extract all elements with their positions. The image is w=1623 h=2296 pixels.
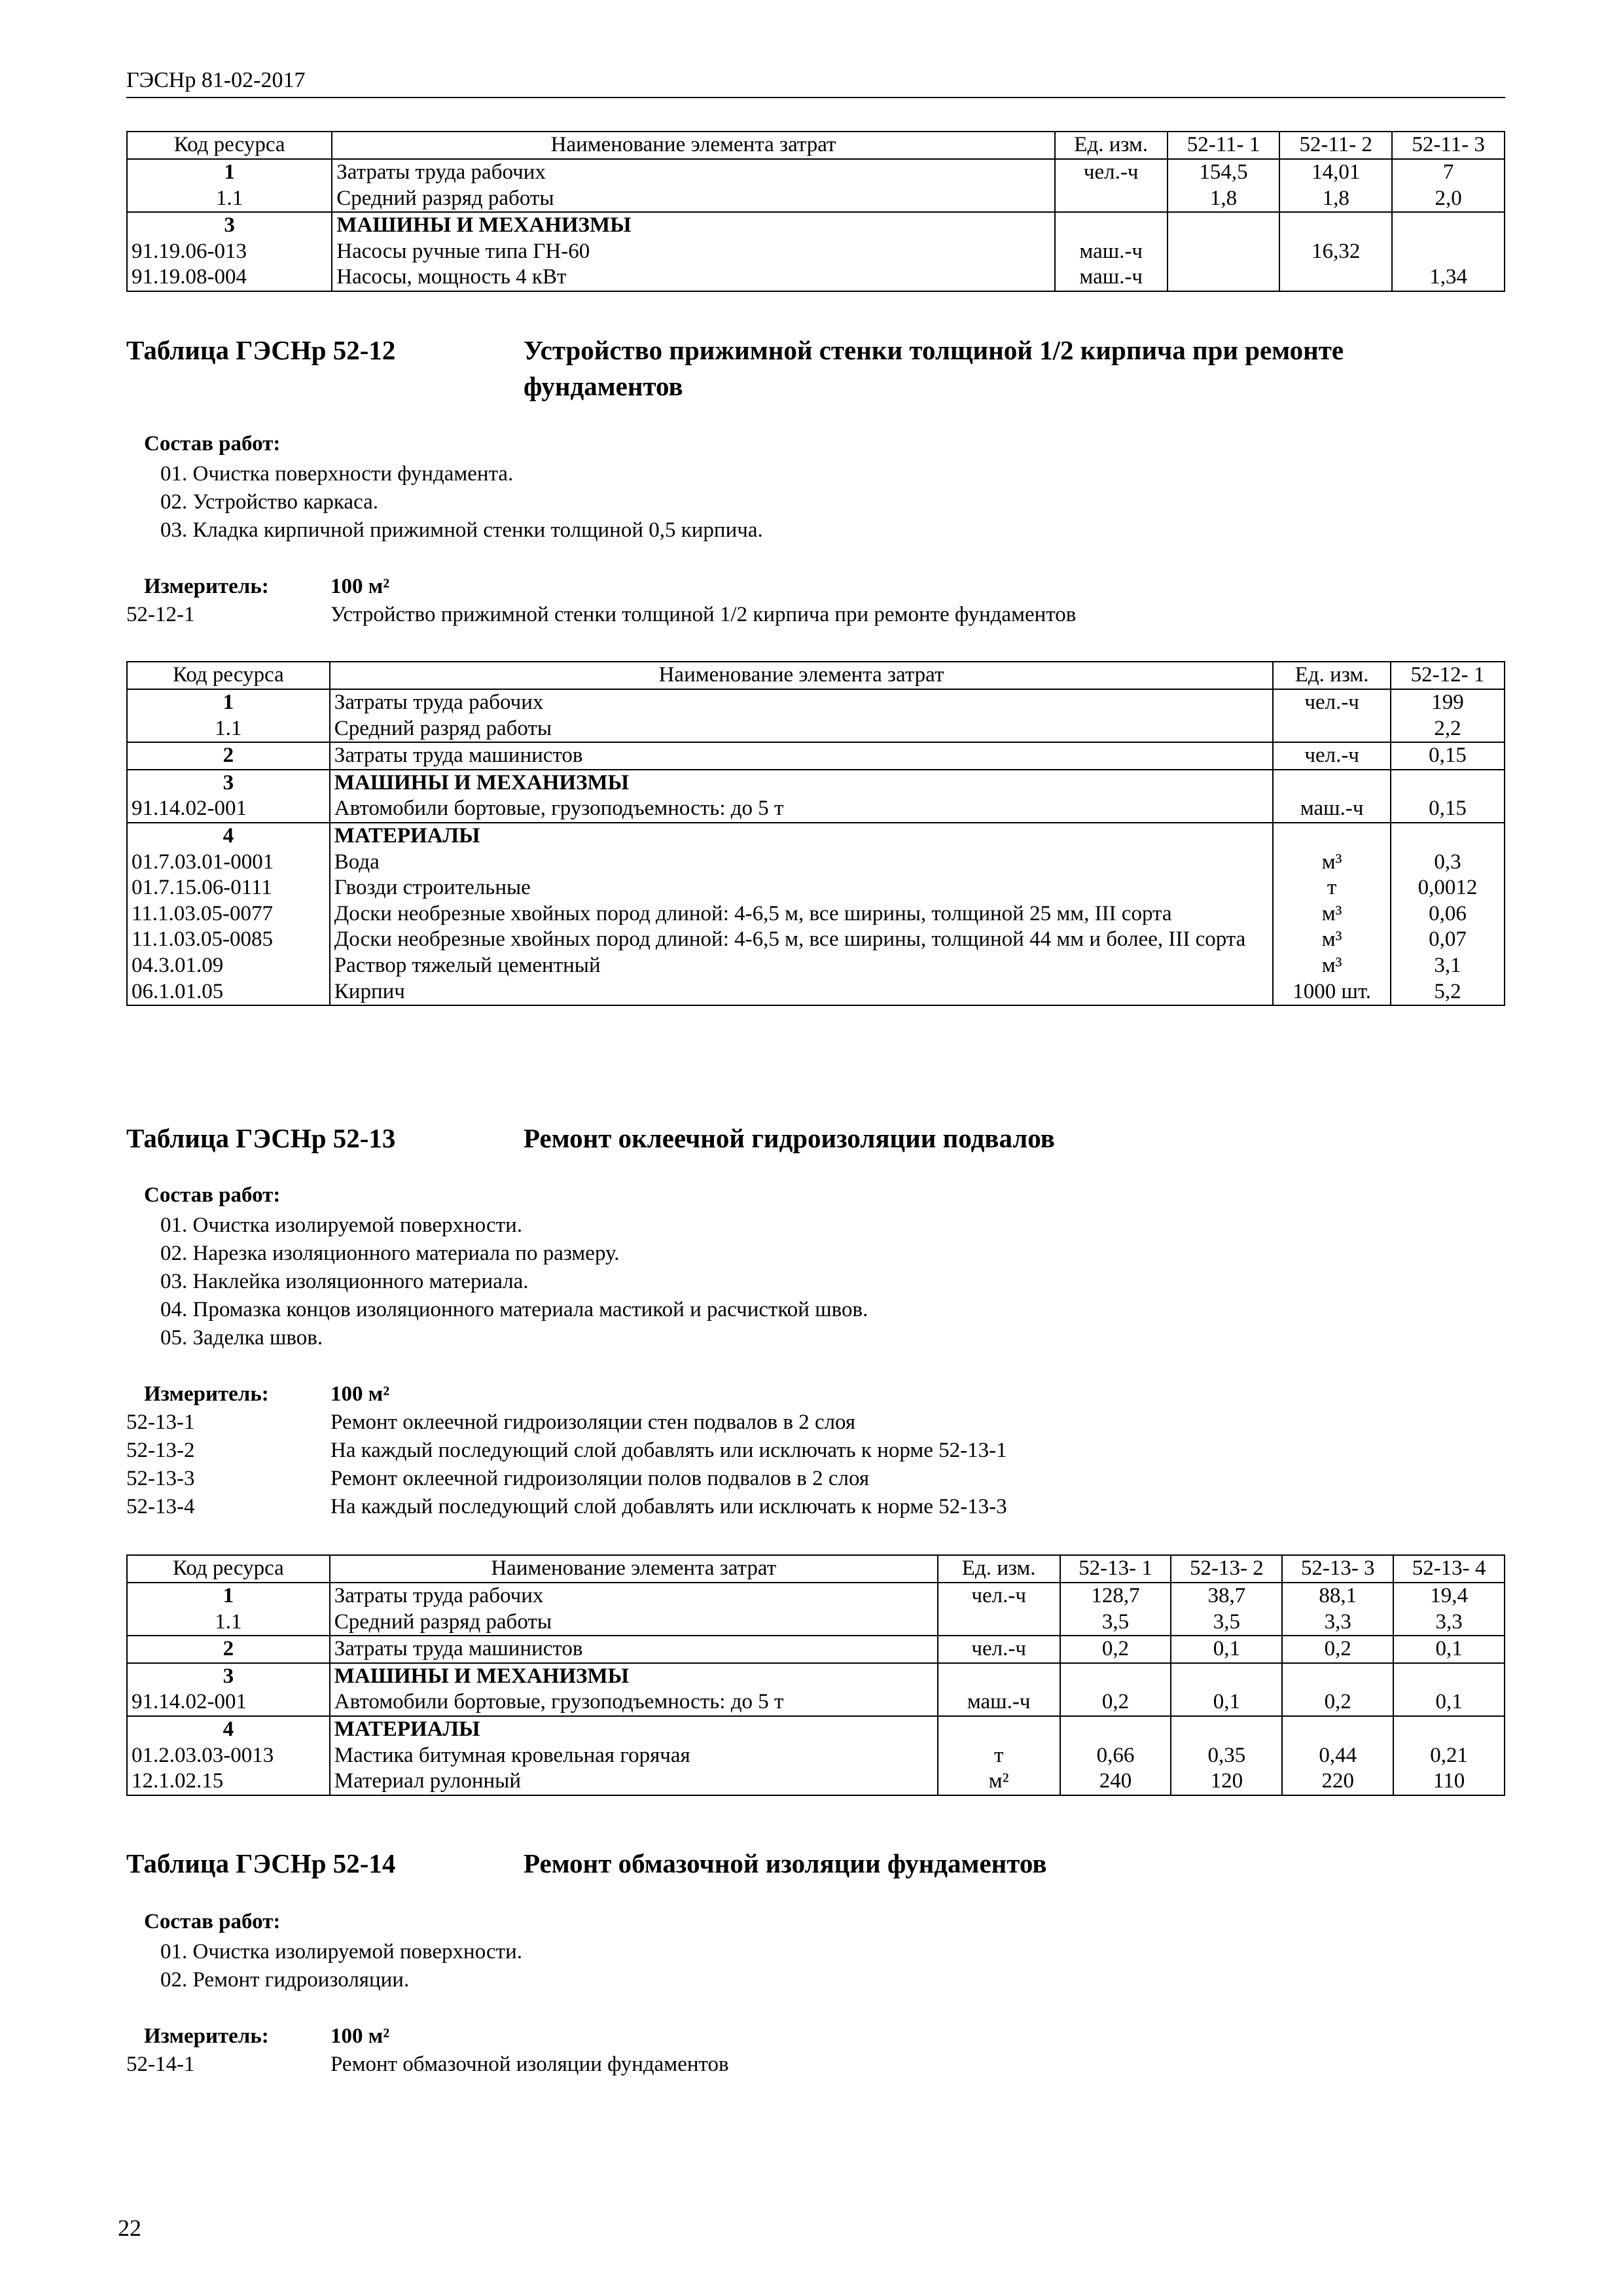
- norm-code: 52-14-1: [126, 2053, 195, 2076]
- table-row: [127, 1716, 1505, 1743]
- value: 2,2: [1391, 716, 1505, 743]
- table-row: [127, 796, 1505, 823]
- norm-code: 52-13-3: [126, 1467, 195, 1490]
- resource-name: Автомобили бортовые, грузоподъемность: до 5 т: [330, 796, 1273, 823]
- works-heading: Состав работ:: [144, 1910, 281, 1933]
- unit: т: [1273, 875, 1391, 901]
- table-title: Ремонт оклеечной гидроизоляции подвалов: [524, 1123, 1055, 1153]
- resource-code: 01.2.03.03-0013: [127, 1743, 330, 1769]
- resource-code: 01.7.03.01-0001: [127, 850, 330, 876]
- resource-name: Насосы, мощность 4 кВт: [332, 264, 1055, 291]
- value: 1,34: [1392, 264, 1505, 291]
- norm-row: [126, 2051, 729, 2079]
- measure-unit: 100 м²: [330, 575, 390, 598]
- table-row: [127, 159, 1505, 186]
- resource-name: Доски необрезные хвойных пород длиной: 4-6,5 м, все ширины, толщиной 25 мм, III сорта: [330, 901, 1273, 927]
- resource-name: Насосы ручные типа ГН-60: [332, 239, 1055, 265]
- value: [1282, 1663, 1393, 1690]
- value: 3,5: [1171, 1609, 1282, 1636]
- unit: м³: [1273, 901, 1391, 927]
- value: 19,4: [1393, 1583, 1505, 1609]
- value: [1060, 1716, 1171, 1743]
- work-item: 03. Кладка кирпичной прижимной стенки толщиной 0,5 кирпича.: [160, 518, 763, 542]
- unit: [1055, 212, 1168, 239]
- col-header: 52-11- 1: [1168, 132, 1280, 159]
- col-header: Код ресурса: [127, 1555, 330, 1583]
- value: 199: [1391, 689, 1505, 716]
- value: 0,06: [1391, 901, 1505, 927]
- table-row: [127, 1743, 1505, 1769]
- norm-row: [126, 1408, 1007, 1437]
- works-heading: Состав работ:: [144, 1183, 281, 1207]
- norm-name: Ремонт оклеечной гидроизоляции полов подвалов в 2 слоя: [330, 1467, 870, 1490]
- value: 154,5: [1168, 159, 1280, 186]
- norm-code: 52-13-2: [126, 1439, 195, 1462]
- table-number: Таблица ГЭСНр 52-13: [126, 1123, 396, 1153]
- resource-name: Затраты труда рабочих: [330, 1583, 938, 1609]
- table-row: [127, 927, 1505, 953]
- table-row: [127, 1768, 1505, 1795]
- resource-name: МАШИНЫ И МЕХАНИЗМЫ: [332, 212, 1055, 239]
- value: 0,3: [1391, 850, 1505, 876]
- norm-name: Ремонт обмазочной изоляции фундаментов: [330, 2053, 729, 2076]
- unit: маш.-ч: [1055, 239, 1168, 265]
- value: 14,01: [1279, 159, 1392, 186]
- resource-name: Раствор тяжелый цементный: [330, 953, 1273, 979]
- unit: м²: [938, 1768, 1060, 1795]
- value: 5,2: [1391, 979, 1505, 1006]
- resource-code: 4: [127, 823, 330, 850]
- resource-code: 1: [127, 159, 332, 186]
- table-row: [127, 239, 1505, 265]
- value: 0,2: [1060, 1636, 1171, 1663]
- resource-name: Вода: [330, 850, 1273, 876]
- col-header: 52-13- 1: [1060, 1555, 1171, 1583]
- col-header: Код ресурса: [127, 662, 330, 689]
- col-header: Наименование элемента затрат: [332, 132, 1055, 159]
- work-item: 04. Промазка концов изоляционного материала мастикой и расчисткой швов.: [160, 1298, 868, 1321]
- work-item: 01. Очистка поверхности фундамента.: [160, 462, 514, 486]
- table-row: [127, 850, 1505, 876]
- unit: [938, 1716, 1060, 1743]
- unit: 1000 шт.: [1273, 979, 1391, 1006]
- work-item: 05. Заделка швов.: [160, 1326, 323, 1350]
- work-item: 03. Наклейка изоляционного материала.: [160, 1270, 529, 1293]
- col-header: Наименование элемента затрат: [330, 1555, 938, 1583]
- unit: [1273, 823, 1391, 850]
- norm-name: На каждый последующий слой добавлять или исключать к норме 52-13-1: [330, 1439, 1007, 1462]
- resource-code: 1: [127, 1583, 330, 1609]
- resource-code: 3: [127, 770, 330, 797]
- table-row: [127, 716, 1505, 743]
- value: 16,32: [1279, 239, 1392, 265]
- resource-code: 2: [127, 742, 330, 770]
- resource-code: 3: [127, 212, 332, 239]
- table-row: [127, 1609, 1505, 1636]
- value: 0,2: [1060, 1689, 1171, 1716]
- value: 7: [1392, 159, 1505, 186]
- resource-table-52-13: [126, 1554, 1505, 1796]
- resource-code: 04.3.01.09: [127, 953, 330, 979]
- table-row: [127, 742, 1505, 770]
- resource-code: 11.1.03.05-0085: [127, 927, 330, 953]
- value: 110: [1393, 1768, 1505, 1795]
- value: 120: [1171, 1768, 1282, 1795]
- value: [1171, 1663, 1282, 1690]
- resource-name: МАТЕРИАЛЫ: [330, 1716, 938, 1743]
- table-title: Ремонт обмазочной изоляции фундаментов: [524, 1848, 1047, 1878]
- col-header: Ед. изм.: [1055, 132, 1168, 159]
- table-number: Таблица ГЭСНр 52-14: [126, 1848, 396, 1878]
- measure-label: Измеритель:: [144, 575, 269, 598]
- table-row: [127, 212, 1505, 239]
- resource-code: 11.1.03.05-0077: [127, 901, 330, 927]
- col-header: 52-13- 3: [1282, 1555, 1393, 1583]
- resource-name: Материал рулонный: [330, 1768, 938, 1795]
- resource-name: Доски необрезные хвойных пород длиной: 4-6,5 м, все ширины, толщиной 44 мм и более, III сорта: [330, 927, 1273, 953]
- measure-unit: 100 м²: [330, 2024, 390, 2048]
- resource-name: МАШИНЫ И МЕХАНИЗМЫ: [330, 770, 1273, 797]
- value: 0,15: [1391, 796, 1505, 823]
- value: 240: [1060, 1768, 1171, 1795]
- resource-name: Автомобили бортовые, грузоподъемность: до 5 т: [330, 1689, 938, 1716]
- page-number: 22: [118, 2215, 141, 2241]
- table-row: [127, 689, 1505, 716]
- value: 3,3: [1393, 1609, 1505, 1636]
- unit: т: [938, 1743, 1060, 1769]
- measure-unit: 100 м²: [330, 1382, 390, 1406]
- resource-code: 91.19.08-004: [127, 264, 332, 291]
- work-item: 02. Устройство каркаса.: [160, 490, 379, 514]
- unit: м³: [1273, 953, 1391, 979]
- table-title: Устройство прижимной стенки толщиной 1/2 кирпича при ремонте фундаментов: [524, 335, 1344, 402]
- unit: м³: [1273, 850, 1391, 876]
- unit: чел.-ч: [1055, 159, 1168, 186]
- unit: [1273, 770, 1391, 797]
- resource-name: Затраты труда машинистов: [330, 1636, 938, 1663]
- measure-label: Измеритель:: [144, 1382, 269, 1406]
- value: [1171, 1716, 1282, 1743]
- col-header: 52-11- 2: [1279, 132, 1392, 159]
- value: [1393, 1663, 1505, 1690]
- resource-code: 91.19.06-013: [127, 239, 332, 265]
- resource-name: Средний разряд работы: [330, 716, 1273, 743]
- works-heading: Состав работ:: [144, 432, 281, 456]
- value: 0,1: [1393, 1689, 1505, 1716]
- col-header: 52-13- 2: [1171, 1555, 1282, 1583]
- norm-row: [126, 1465, 1007, 1493]
- norm-list-52-14: [126, 2051, 729, 2079]
- value: 0,1: [1171, 1636, 1282, 1663]
- value: 1,8: [1168, 186, 1280, 213]
- value: 0,0012: [1391, 875, 1505, 901]
- col-header: Ед. изм.: [938, 1555, 1060, 1583]
- value: 0,21: [1393, 1743, 1505, 1769]
- value: [1168, 239, 1280, 265]
- unit: маш.-ч: [938, 1689, 1060, 1716]
- work-item: 02. Ремонт гидроизоляции.: [160, 1968, 410, 1992]
- unit: чел.-ч: [938, 1583, 1060, 1609]
- table-row: [127, 953, 1505, 979]
- unit: [938, 1663, 1060, 1690]
- value: 0,15: [1391, 742, 1505, 770]
- resource-table-52-12: [126, 661, 1505, 1006]
- resource-code: 2: [127, 1636, 330, 1663]
- resource-name: Средний разряд работы: [332, 186, 1055, 213]
- norm-code: 52-13-1: [126, 1410, 195, 1434]
- value: 0,07: [1391, 927, 1505, 953]
- unit: м³: [1273, 927, 1391, 953]
- value: 38,7: [1171, 1583, 1282, 1609]
- table-row: [127, 1636, 1505, 1663]
- table-row: [127, 875, 1505, 901]
- table-row: [127, 823, 1505, 850]
- value: 3,5: [1060, 1609, 1171, 1636]
- unit: чел.-ч: [938, 1636, 1060, 1663]
- unit: чел.-ч: [1273, 742, 1391, 770]
- works-list-52-14: [160, 1938, 522, 1994]
- unit: [1055, 186, 1168, 213]
- value: 1,8: [1279, 186, 1392, 213]
- unit: маш.-ч: [1055, 264, 1168, 291]
- value: 0,35: [1171, 1743, 1282, 1769]
- table-row: [127, 186, 1505, 213]
- value: 0,66: [1060, 1743, 1171, 1769]
- resource-code: 06.1.01.05: [127, 979, 330, 1006]
- norm-code: 52-12-1: [126, 603, 195, 626]
- table-row: [127, 1583, 1505, 1609]
- value: 2,0: [1392, 186, 1505, 213]
- works-list-52-13: [160, 1211, 868, 1352]
- resource-code: 1.1: [127, 186, 332, 213]
- resource-name: МАШИНЫ И МЕХАНИЗМЫ: [330, 1663, 938, 1690]
- value: [1391, 823, 1505, 850]
- table-row: [127, 264, 1505, 291]
- col-header: 52-12- 1: [1391, 662, 1505, 689]
- work-item: 01. Очистка изолируемой поверхности.: [160, 1940, 523, 1964]
- norm-name: На каждый последующий слой добавлять или исключать к норме 52-13-3: [330, 1495, 1007, 1518]
- value: 128,7: [1060, 1583, 1171, 1609]
- col-header: 52-13- 4: [1393, 1555, 1505, 1583]
- table-row: [127, 1689, 1505, 1716]
- resource-name: Затраты труда машинистов: [330, 742, 1273, 770]
- unit: маш.-ч: [1273, 796, 1391, 823]
- resource-name: Затраты труда рабочих: [332, 159, 1055, 186]
- resource-code: 1.1: [127, 716, 330, 743]
- norm-code: 52-13-4: [126, 1495, 195, 1518]
- value: 0,44: [1282, 1743, 1393, 1769]
- value: [1279, 212, 1392, 239]
- value: [1060, 1663, 1171, 1690]
- value: 3,1: [1391, 953, 1505, 979]
- value: [1392, 239, 1505, 265]
- col-header: Код ресурса: [127, 132, 332, 159]
- document-header: ГЭСНр 81-02-2017: [126, 68, 306, 92]
- unit: [1273, 716, 1391, 743]
- norm-list-52-13: [126, 1408, 1007, 1521]
- value: [1168, 264, 1280, 291]
- resource-name: Затраты труда рабочих: [330, 689, 1273, 716]
- table-row: [127, 979, 1505, 1006]
- unit: [938, 1609, 1060, 1636]
- value: [1282, 1716, 1393, 1743]
- norm-name: Ремонт оклеечной гидроизоляции стен подвалов в 2 слоя: [330, 1410, 856, 1434]
- resource-name: Мастика битумная кровельная горячая: [330, 1743, 938, 1769]
- table-row: [127, 901, 1505, 927]
- measure-label: Измеритель:: [144, 2024, 269, 2048]
- table-row: [127, 1663, 1505, 1690]
- value: [1391, 770, 1505, 797]
- resource-code: 1: [127, 689, 330, 716]
- value: 88,1: [1282, 1583, 1393, 1609]
- work-item: 02. Нарезка изоляционного материала по размеру.: [160, 1242, 620, 1265]
- col-header: Ед. изм.: [1273, 662, 1391, 689]
- work-item: 01. Очистка изолируемой поверхности.: [160, 1213, 523, 1237]
- norm-list-52-12: [126, 601, 1076, 629]
- resource-name: Средний разряд работы: [330, 1609, 938, 1636]
- resource-code: 12.1.02.15: [127, 1768, 330, 1795]
- value: 0,1: [1393, 1636, 1505, 1663]
- value: 0,2: [1282, 1636, 1393, 1663]
- value: 3,3: [1282, 1609, 1393, 1636]
- norm-row: [126, 1493, 1007, 1521]
- table-row: [127, 770, 1505, 797]
- resource-name: МАТЕРИАЛЫ: [330, 823, 1273, 850]
- resource-code: 1.1: [127, 1609, 330, 1636]
- value: [1393, 1716, 1505, 1743]
- resource-table-52-11: [126, 131, 1505, 292]
- value: [1279, 264, 1392, 291]
- col-header: Наименование элемента затрат: [330, 662, 1273, 689]
- resource-code: 3: [127, 1663, 330, 1690]
- value: [1392, 212, 1505, 239]
- table-number: Таблица ГЭСНр 52-12: [126, 335, 396, 365]
- resource-code: 4: [127, 1716, 330, 1743]
- resource-name: Гвозди строительные: [330, 875, 1273, 901]
- resource-code: 01.7.15.06-0111: [127, 875, 330, 901]
- works-list-52-12: [160, 460, 763, 545]
- col-header: 52-11- 3: [1392, 132, 1505, 159]
- resource-code: 91.14.02-001: [127, 1689, 330, 1716]
- value: 0,1: [1171, 1689, 1282, 1716]
- header-rule: [126, 97, 1505, 98]
- unit: чел.-ч: [1273, 689, 1391, 716]
- value: 0,2: [1282, 1689, 1393, 1716]
- norm-row: [126, 601, 1076, 629]
- value: 220: [1282, 1768, 1393, 1795]
- resource-code: 91.14.02-001: [127, 796, 330, 823]
- value: [1168, 212, 1280, 239]
- norm-row: [126, 1437, 1007, 1465]
- resource-name: Кирпич: [330, 979, 1273, 1006]
- norm-name: Устройство прижимной стенки толщиной 1/2 кирпича при ремонте фундаментов: [330, 603, 1077, 626]
